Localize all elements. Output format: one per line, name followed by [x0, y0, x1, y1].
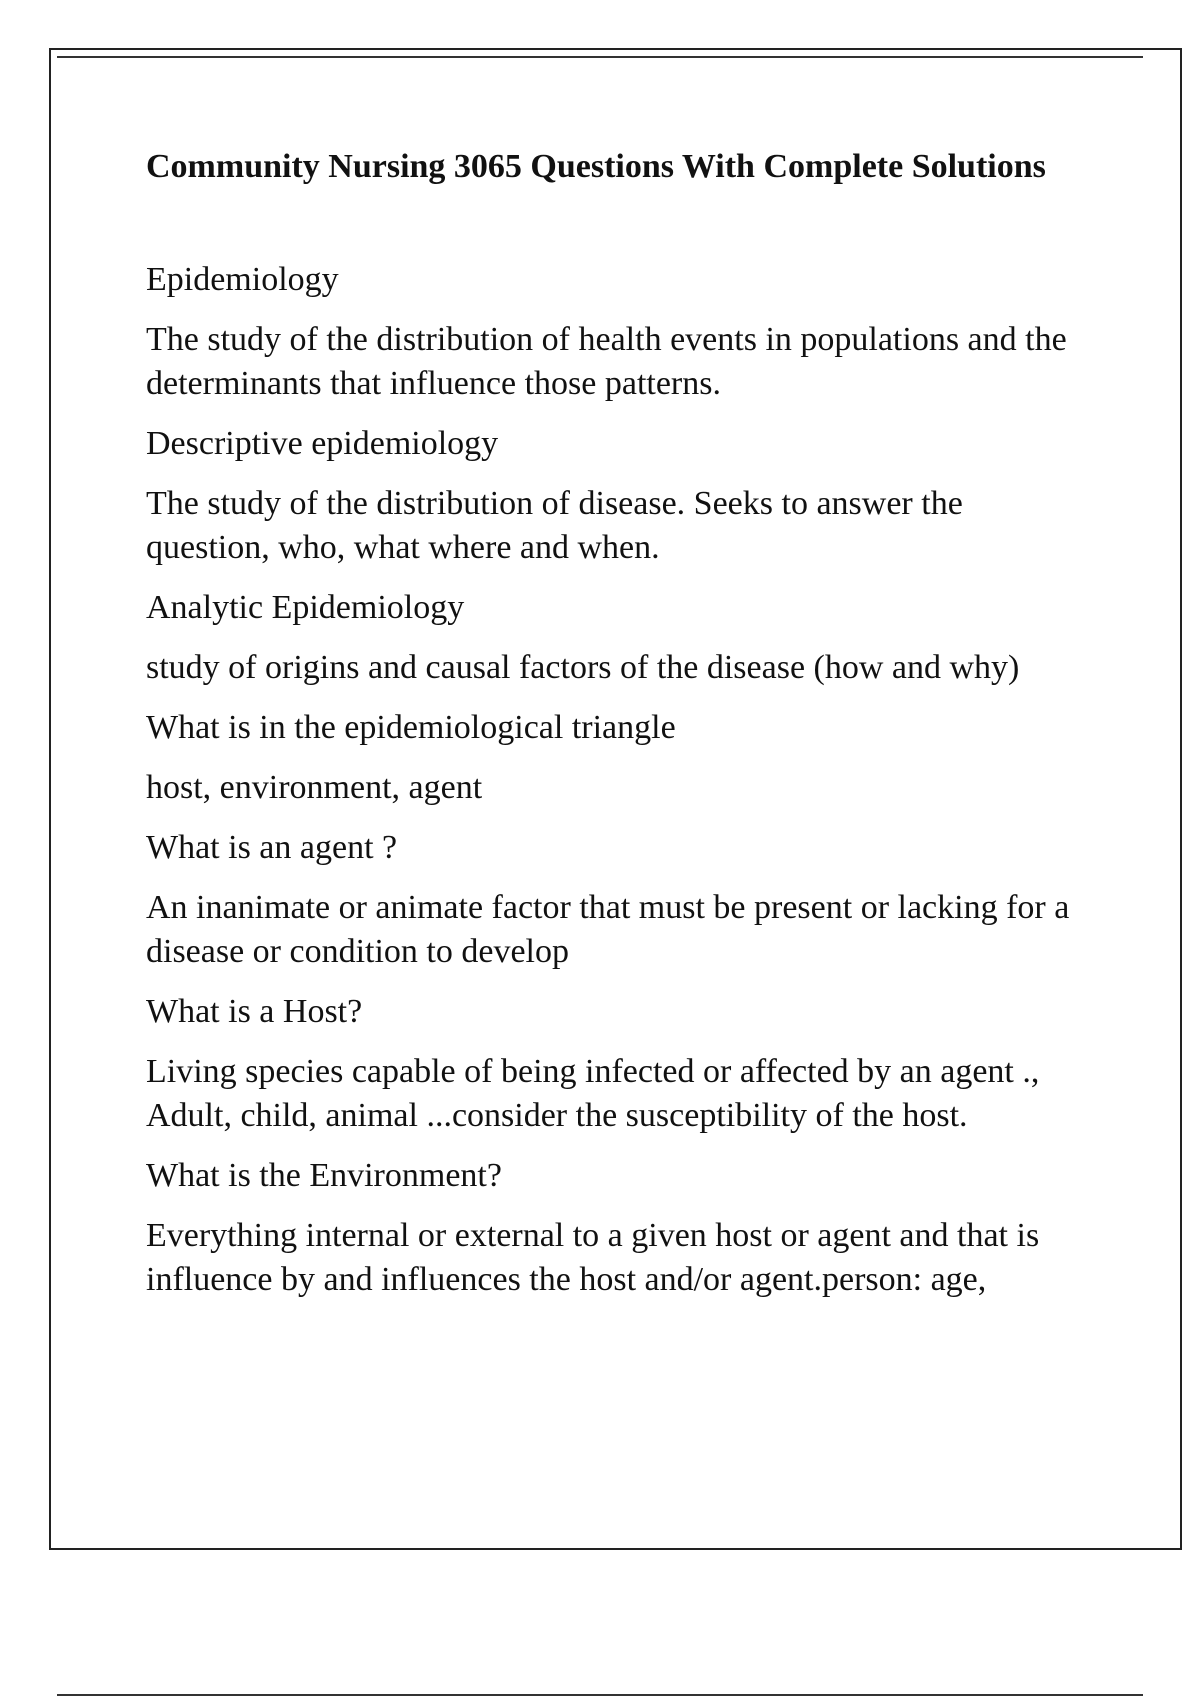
answer-environment: Everything internal or external to a given host or agent and that is influence by and influences the host and/or agent.person: age,: [146, 1217, 1040, 1298]
question-epidemiological-triangle: What is in the epidemiological triangle: [146, 709, 676, 746]
question-host: What is a Host?: [146, 993, 363, 1030]
question-environment: What is the Environment?: [146, 1157, 502, 1194]
definition-descriptive-epidemiology: The study of the distribution of disease. Seeks to answer the question, who, what where and when.: [146, 485, 963, 566]
footer-rule: [57, 1694, 1143, 1696]
document-title: Community Nursing 3065 Questions With Complete Solutions: [146, 148, 1046, 185]
answer-agent: An inanimate or animate factor that must be present or lacking for a disease or condition to develop: [146, 889, 1070, 970]
term-descriptive-epidemiology: Descriptive epidemiology: [146, 425, 499, 462]
question-agent: What is an agent ?: [146, 829, 398, 866]
term-analytic-epidemiology: Analytic Epidemiology: [146, 589, 465, 626]
answer-host: Living species capable of being infected or affected by an agent ., Adult, child, animal ...consider the susceptibility of the host.: [146, 1053, 1040, 1134]
definition-analytic-epidemiology: study of origins and causal factors of the disease (how and why): [146, 649, 1020, 686]
term-epidemiology: Epidemiology: [146, 261, 339, 298]
definition-epidemiology: The study of the distribution of health events in populations and the determinants that influence those patterns.: [146, 321, 1067, 402]
answer-epidemiological-triangle: host, environment, agent: [146, 769, 483, 806]
document-body: [146, 144, 1086, 1318]
